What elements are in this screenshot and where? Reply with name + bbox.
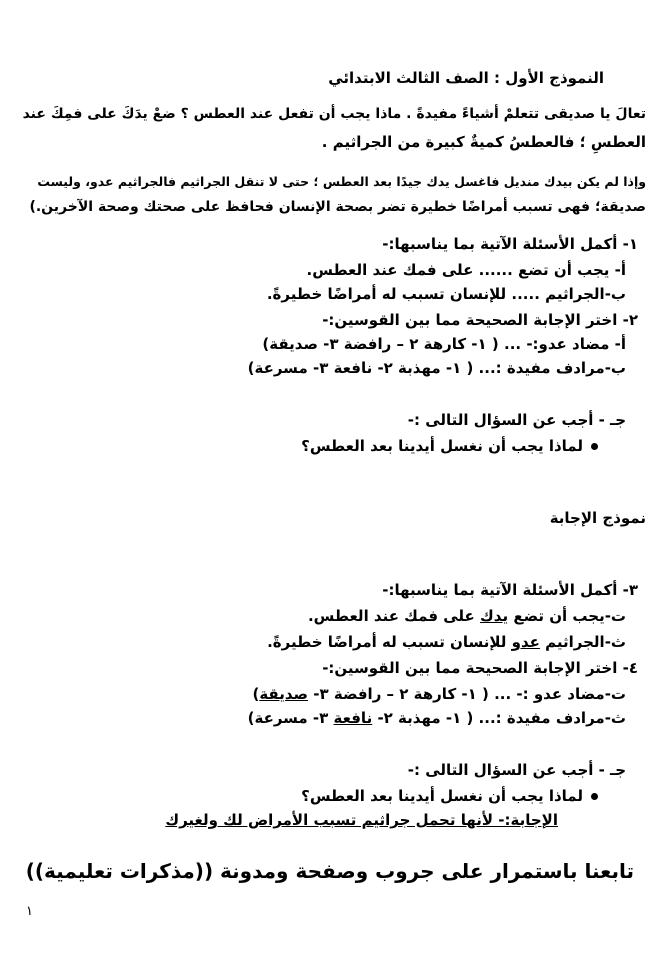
question-1-title: ١- أكمل الأسئلة الآتية بما يناسبها:- <box>382 235 638 253</box>
answer-1-b <box>267 632 626 652</box>
answer-2-a-post: ) <box>252 685 260 703</box>
page-number: ١ <box>26 904 33 919</box>
answer-1-a-pre: ت-يجب أن تضع <box>513 607 626 625</box>
question-1-a: أ- يجب أن تضع ...... على فمك عند العطس. <box>306 261 626 279</box>
answer-1-b-post: للإنسان تسبب له أمراضًا خطيرةً. <box>267 633 507 651</box>
answer-1-title: ٣- أكمل الأسئلة الآتية بما يناسبها:- <box>382 581 638 599</box>
question-2-title: ٢- اختر الإجابة الصحيحة مما بين القوسين:- <box>322 311 638 329</box>
bullet-icon <box>591 443 598 450</box>
question-3-title: جـ - أجب عن السؤال التالى :- <box>407 411 626 429</box>
bullet-icon <box>591 793 598 800</box>
header-title: النموذج الأول : الصف الثالث الابتدائي <box>328 69 604 87</box>
answer-2-a-pre: ت-مضاد عدو :- ... ( ١- كارهة ٢ – رافضة ٣- <box>313 685 626 703</box>
answer-3-bullet <box>301 786 598 806</box>
answer-1-a-post: على فمك عند العطس. <box>307 607 475 625</box>
passage-line-2: العطسِ ؛ فالعطسُ كميةٌ كبيرة من الجراثيم . <box>321 133 646 151</box>
answer-2-title: ٤- اختر الإجابة الصحيحة مما بين القوسين:- <box>322 659 638 677</box>
answer-2-a <box>252 684 626 704</box>
answer-1-a <box>308 606 626 626</box>
answers-title: نموذج الإجابة <box>549 509 646 527</box>
question-1-b: ب-الجراثيم ..... للإنسان تسبب له أمراضًا خطيرةً. <box>266 285 626 303</box>
answer-2-b <box>248 708 626 728</box>
question-3-text: لماذا يجب أن نغسل أيدينا بعد العطس؟ <box>301 437 583 455</box>
answer-1-a-fill: يدك <box>480 607 509 625</box>
question-3-bullet <box>301 436 598 456</box>
question-2-b: ب-مرادف مفيدة :... ( ١- مهذبة ٢- نافعة ٣- مسرعة) <box>247 359 626 377</box>
passage-line-4: صديقة؛ فهى تسبب أمراضًا خطيرة تضر بصحة الإنسان فحافظ على صحتك وصحة الآخرين.) <box>29 199 646 215</box>
passage-line-1: تعالَ يا صديقى تتعلمْ أشياءً مفيدةً . ماذا يجب أن تفعل عند العطس ؟ ضعْ يدَكَ على فمِكَ عند <box>22 106 646 122</box>
answer-2-b-pre: ث-مرادف مفيدة :... ( ١- مهذبة ٢- <box>377 709 626 727</box>
answer-2-b-choice: نافعة <box>333 709 373 727</box>
answer-2-a-choice: صديقة <box>259 685 309 703</box>
passage-line-3: وإذا لم يكن بيدك منديل فاغسل يدك جيدًا بعد العطس ؛ حتى لا تنقل الجراثيم فالجراثيم عدو، وليست <box>37 174 646 189</box>
answer-1-b-pre: ث-الجراثيم <box>545 633 626 651</box>
answer-3-response: الإجابة:- لأنها تحمل جراثيم تسبب الأمراض لك ولغيرك <box>165 811 558 829</box>
answer-2-b-post: ٣- مسرعة) <box>247 709 329 727</box>
footer-follow-banner: تابعنا باستمرار على جروب وصفحة ومدونة ((مذكرات تعليمية)) <box>25 859 634 883</box>
answer-1-b-fill: عدو <box>511 633 540 651</box>
question-2-a: أ- مضاد عدو:- ... ( ١- كارهة ٢ – رافضة ٣- صديقة) <box>262 335 626 353</box>
answer-3-question: لماذا يجب أن نغسل أيدينا بعد العطس؟ <box>301 787 583 805</box>
answer-3-title: جـ - أجب عن السؤال التالى :- <box>407 761 626 779</box>
